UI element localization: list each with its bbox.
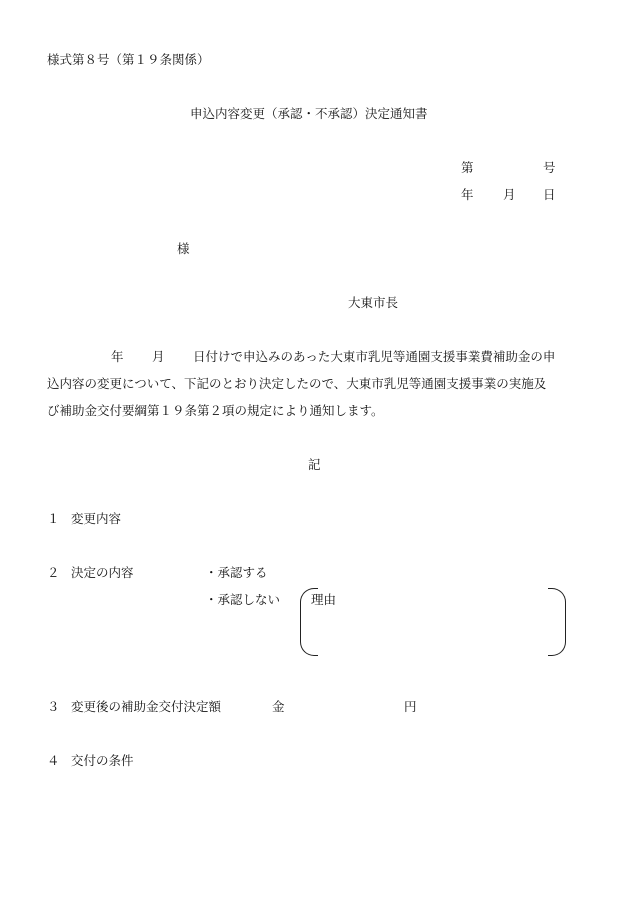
body-line-1 <box>47 351 581 378</box>
item-4-label: 交付の条件 <box>71 753 134 768</box>
body-line-3: び補助金交付要綱第１９条第２項の規定により通知します。 <box>47 403 384 418</box>
option-approve: ・承認する <box>205 565 268 580</box>
item-3-label: 変更後の補助金交付決定額 <box>71 699 222 714</box>
form-number: 様式第８号（第１９条関係） <box>47 52 210 67</box>
ki-label: 記 <box>308 457 321 472</box>
addressee-suffix: 様 <box>177 241 190 256</box>
item-3-number: ３ <box>47 699 60 714</box>
body-line1-text: 日付けで申込みのあった大東市乳児等通園支援事業費補助金の申 <box>193 349 556 364</box>
date-day: 日 <box>543 187 556 202</box>
item-2-label: 決定の内容 <box>71 565 134 580</box>
item-1-label: 変更内容 <box>71 511 122 526</box>
reason-label: 理由 <box>311 592 337 607</box>
amount-en: 円 <box>404 699 417 714</box>
item-1-number: １ <box>47 511 60 526</box>
body-paragraph <box>47 351 581 432</box>
option-reject: ・承認しない <box>205 592 281 607</box>
issuer: 大東市長 <box>348 295 399 310</box>
doc-number-prefix: 第 <box>461 160 474 175</box>
amount-kin: 金 <box>272 699 285 714</box>
date-month: 月 <box>503 187 516 202</box>
doc-number-suffix: 号 <box>543 160 556 175</box>
document-title: 申込内容変更（承認・不承認）決定通知書 <box>190 106 428 121</box>
body-line-2: 込内容の変更について、下記のとおり決定したので、大東市乳児等通園支援事業の実施及 <box>47 376 547 391</box>
body-month: 月 <box>152 349 165 364</box>
date-year: 年 <box>461 187 474 202</box>
item-4-number: ４ <box>47 753 60 768</box>
body-year: 年 <box>111 349 124 364</box>
item-2-number: ２ <box>47 565 60 580</box>
reason-bracket-right <box>548 588 566 656</box>
